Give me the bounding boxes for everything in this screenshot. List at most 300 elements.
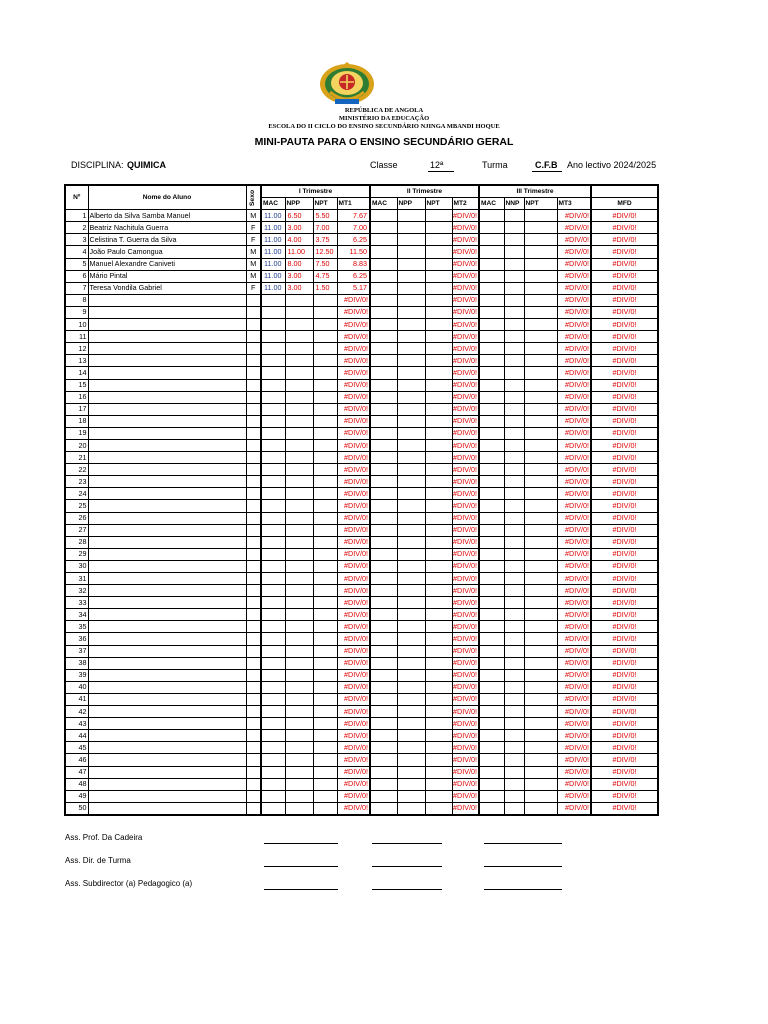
mac-1-cell (261, 343, 285, 355)
npp-2-cell (397, 306, 425, 318)
npp-1-cell (285, 355, 313, 367)
mac-2-cell (370, 464, 397, 476)
mac-1-cell: 11.00 (261, 222, 285, 234)
mac-3-cell (479, 452, 504, 464)
student-name-cell (88, 488, 246, 500)
npt-1-cell (313, 609, 337, 621)
npp-2-cell (397, 718, 425, 730)
sexo-cell (246, 403, 261, 415)
mac-1-cell (261, 778, 285, 790)
npt-1-cell (313, 597, 337, 609)
npt-3-cell (524, 730, 557, 742)
npt-3-cell (524, 585, 557, 597)
mfd-error-cell: #DIV/0! (591, 294, 658, 306)
student-name-cell (88, 693, 246, 705)
mt3-error-cell: #DIV/0! (557, 718, 591, 730)
nnp-3-cell (504, 754, 524, 766)
col-header-number: Nº (65, 185, 88, 210)
mfd-error-cell: #DIV/0! (591, 403, 658, 415)
npt-2-cell (425, 802, 452, 815)
mac-3-cell (479, 730, 504, 742)
mac-2-cell (370, 633, 397, 645)
mt2-error-cell: #DIV/0! (452, 270, 479, 282)
mfd-error-cell: #DIV/0! (591, 452, 658, 464)
row-number: 3 (65, 234, 88, 246)
npp-2-cell (397, 706, 425, 718)
ano-lectivo: Ano lectivo 2024/2025 (567, 160, 657, 170)
mt2-error-cell: #DIV/0! (452, 403, 479, 415)
mac-1-cell (261, 633, 285, 645)
table-row (65, 367, 658, 379)
nnp-3-cell (504, 669, 524, 681)
student-name-cell (88, 681, 246, 693)
npp-1-cell (285, 488, 313, 500)
row-number: 10 (65, 319, 88, 331)
npt-1-cell (313, 476, 337, 488)
mfd-error-cell: #DIV/0! (591, 790, 658, 802)
mac-2-cell (370, 319, 397, 331)
npt-3-cell (524, 766, 557, 778)
npp-1-cell (285, 343, 313, 355)
mt2-error-cell: #DIV/0! (452, 355, 479, 367)
col-header-mt1: MT1 (337, 198, 370, 210)
npt-3-cell (524, 476, 557, 488)
mfd-error-cell: #DIV/0! (591, 210, 658, 222)
student-name-cell (88, 633, 246, 645)
sexo-cell (246, 790, 261, 802)
table-row (65, 258, 658, 270)
npt-3-cell (524, 282, 557, 294)
mac-3-cell (479, 282, 504, 294)
nnp-3-cell (504, 657, 524, 669)
npt-1-cell: 3.75 (313, 234, 337, 246)
nnp-3-cell (504, 548, 524, 560)
npp-1-cell (285, 573, 313, 585)
npp-1-cell (285, 476, 313, 488)
mt1-error-cell: #DIV/0! (337, 585, 370, 597)
mt2-error-cell: #DIV/0! (452, 609, 479, 621)
mt2-error-cell: #DIV/0! (452, 621, 479, 633)
mac-1-cell (261, 790, 285, 802)
row-number: 15 (65, 379, 88, 391)
mac-1-cell (261, 367, 285, 379)
table-row (65, 560, 658, 572)
mt2-error-cell: #DIV/0! (452, 802, 479, 815)
mac-3-cell (479, 548, 504, 560)
npp-1-cell (285, 427, 313, 439)
mfd-error-cell: #DIV/0! (591, 645, 658, 657)
student-name-cell (88, 427, 246, 439)
mac-3-cell (479, 222, 504, 234)
mt2-error-cell: #DIV/0! (452, 633, 479, 645)
mac-2-cell (370, 246, 397, 258)
classe-label: Classe (370, 160, 398, 170)
mt3-error-cell: #DIV/0! (557, 512, 591, 524)
mt3-error-cell: #DIV/0! (557, 367, 591, 379)
mt1-error-cell: #DIV/0! (337, 778, 370, 790)
npt-2-cell (425, 524, 452, 536)
table-row (65, 343, 658, 355)
npp-1-cell: 3.00 (285, 270, 313, 282)
mt3-error-cell: #DIV/0! (557, 706, 591, 718)
npt-3-cell (524, 270, 557, 282)
mt2-error-cell: #DIV/0! (452, 512, 479, 524)
npp-1-cell (285, 681, 313, 693)
mfd-error-cell: #DIV/0! (591, 633, 658, 645)
student-name-cell (88, 403, 246, 415)
mac-3-cell (479, 258, 504, 270)
sexo-cell: M (246, 270, 261, 282)
mt3-error-cell: #DIV/0! (557, 657, 591, 669)
mt3-error-cell: #DIV/0! (557, 621, 591, 633)
mt1-error-cell: #DIV/0! (337, 355, 370, 367)
sexo-cell (246, 766, 261, 778)
nnp-3-cell (504, 464, 524, 476)
mt3-error-cell: #DIV/0! (557, 464, 591, 476)
npt-2-cell (425, 427, 452, 439)
mt1-error-cell: #DIV/0! (337, 415, 370, 427)
mt2-error-cell: #DIV/0! (452, 343, 479, 355)
sexo-cell (246, 452, 261, 464)
sexo-cell (246, 633, 261, 645)
npt-1-cell (313, 560, 337, 572)
mac-1-cell (261, 718, 285, 730)
mfd-error-cell: #DIV/0! (591, 367, 658, 379)
student-name-cell (88, 778, 246, 790)
npp-1-cell (285, 367, 313, 379)
mfd-error-cell: #DIV/0! (591, 415, 658, 427)
sexo-cell: F (246, 282, 261, 294)
col-header-sexo: Sexo (246, 185, 261, 210)
mt2-error-cell: #DIV/0! (452, 452, 479, 464)
mac-3-cell (479, 488, 504, 500)
sexo-cell (246, 391, 261, 403)
npt-2-cell (425, 766, 452, 778)
student-name-cell (88, 585, 246, 597)
npt-3-cell (524, 742, 557, 754)
mt1-error-cell: #DIV/0! (337, 657, 370, 669)
mt1-error-cell: #DIV/0! (337, 500, 370, 512)
mt3-error-cell: #DIV/0! (557, 754, 591, 766)
npt-3-cell (524, 548, 557, 560)
nnp-3-cell (504, 415, 524, 427)
npp-2-cell (397, 524, 425, 536)
grades-table (64, 184, 659, 816)
npp-2-cell (397, 210, 425, 222)
npt-1-cell (313, 319, 337, 331)
npp-2-cell (397, 609, 425, 621)
col-header-mfd: MFD (591, 198, 658, 210)
npp-2-cell (397, 234, 425, 246)
mfd-error-cell: #DIV/0! (591, 391, 658, 403)
mt2-error-cell: #DIV/0! (452, 500, 479, 512)
npt-2-cell (425, 621, 452, 633)
sexo-cell (246, 500, 261, 512)
mt1-error-cell: #DIV/0! (337, 802, 370, 815)
student-name-cell (88, 415, 246, 427)
npp-2-cell (397, 246, 425, 258)
npt-3-cell (524, 379, 557, 391)
student-name-cell (88, 573, 246, 585)
npt-1-cell (313, 790, 337, 802)
mt3-error-cell: #DIV/0! (557, 294, 591, 306)
student-name-cell (88, 367, 246, 379)
npp-1-cell (285, 403, 313, 415)
nnp-3-cell (504, 609, 524, 621)
student-name-cell (88, 343, 246, 355)
col-header-mac-3: MAC (479, 198, 504, 210)
npp-2-cell (397, 766, 425, 778)
student-name-cell (88, 597, 246, 609)
nnp-3-cell (504, 306, 524, 318)
mac-1-cell (261, 693, 285, 705)
sexo-cell (246, 693, 261, 705)
mt1-error-cell: #DIV/0! (337, 294, 370, 306)
mfd-error-cell: #DIV/0! (591, 270, 658, 282)
nnp-3-cell (504, 258, 524, 270)
col-header-mac-1: MAC (261, 198, 285, 210)
table-row (65, 234, 658, 246)
npp-2-cell (397, 367, 425, 379)
table-row (65, 754, 658, 766)
mt1-error-cell: #DIV/0! (337, 427, 370, 439)
npp-2-cell (397, 730, 425, 742)
nnp-3-cell (504, 319, 524, 331)
mt1-error-cell: #DIV/0! (337, 573, 370, 585)
mac-1-cell (261, 657, 285, 669)
npp-2-cell (397, 331, 425, 343)
mac-1-cell (261, 500, 285, 512)
nnp-3-cell (504, 367, 524, 379)
nnp-3-cell (504, 621, 524, 633)
mac-2-cell (370, 536, 397, 548)
mfd-error-cell: #DIV/0! (591, 693, 658, 705)
npt-2-cell (425, 681, 452, 693)
col-header-nnp-3: NNP (504, 198, 524, 210)
mt1-cell: 7.67 (337, 210, 370, 222)
mt1-error-cell: #DIV/0! (337, 742, 370, 754)
mt1-cell: 6.25 (337, 270, 370, 282)
mac-2-cell (370, 802, 397, 815)
mac-1-cell (261, 476, 285, 488)
table-row (65, 609, 658, 621)
mac-3-cell (479, 778, 504, 790)
mt1-error-cell: #DIV/0! (337, 766, 370, 778)
npp-1-cell (285, 379, 313, 391)
sexo-cell (246, 294, 261, 306)
npp-1-cell (285, 645, 313, 657)
mt1-cell: 7.00 (337, 222, 370, 234)
npt-3-cell (524, 778, 557, 790)
mac-1-cell (261, 742, 285, 754)
sexo-cell (246, 439, 261, 451)
npt-1-cell (313, 452, 337, 464)
npt-1-cell (313, 621, 337, 633)
npp-2-cell (397, 282, 425, 294)
npt-2-cell (425, 367, 452, 379)
row-number: 27 (65, 524, 88, 536)
mt2-error-cell: #DIV/0! (452, 234, 479, 246)
mt3-error-cell: #DIV/0! (557, 319, 591, 331)
student-name-cell (88, 391, 246, 403)
table-row (65, 222, 658, 234)
npp-2-cell (397, 391, 425, 403)
mac-2-cell (370, 452, 397, 464)
table-row (65, 306, 658, 318)
mac-3-cell (479, 439, 504, 451)
mac-2-cell (370, 548, 397, 560)
mt3-error-cell: #DIV/0! (557, 548, 591, 560)
npp-1-cell (285, 319, 313, 331)
npp-1-cell (285, 391, 313, 403)
row-number: 11 (65, 331, 88, 343)
mfd-error-cell: #DIV/0! (591, 802, 658, 815)
npp-2-cell (397, 355, 425, 367)
npt-1-cell (313, 778, 337, 790)
mfd-error-cell: #DIV/0! (591, 500, 658, 512)
nnp-3-cell (504, 222, 524, 234)
npt-2-cell (425, 234, 452, 246)
table-row (65, 464, 658, 476)
npt-3-cell (524, 343, 557, 355)
mt1-error-cell: #DIV/0! (337, 790, 370, 802)
npp-2-cell (397, 415, 425, 427)
mfd-error-cell: #DIV/0! (591, 512, 658, 524)
sexo-cell (246, 355, 261, 367)
mfd-error-cell: #DIV/0! (591, 476, 658, 488)
table-row (65, 319, 658, 331)
mac-2-cell (370, 718, 397, 730)
row-number: 50 (65, 802, 88, 815)
npt-3-cell (524, 573, 557, 585)
mt3-error-cell: #DIV/0! (557, 645, 591, 657)
npt-3-cell (524, 669, 557, 681)
npp-1-cell (285, 524, 313, 536)
mac-2-cell (370, 282, 397, 294)
table-row (65, 585, 658, 597)
table-row (65, 282, 658, 294)
signature-line (264, 866, 338, 867)
npt-3-cell (524, 210, 557, 222)
mfd-error-cell: #DIV/0! (591, 718, 658, 730)
mac-2-cell (370, 476, 397, 488)
mfd-error-cell: #DIV/0! (591, 488, 658, 500)
npt-2-cell (425, 754, 452, 766)
mac-2-cell (370, 524, 397, 536)
mt2-error-cell: #DIV/0! (452, 415, 479, 427)
nnp-3-cell (504, 476, 524, 488)
signature-label-professor: Ass. Prof. Da Cadeira (65, 833, 143, 842)
npp-1-cell (285, 754, 313, 766)
npt-3-cell (524, 246, 557, 258)
table-row (65, 536, 658, 548)
mac-2-cell (370, 403, 397, 415)
mt2-error-cell: #DIV/0! (452, 766, 479, 778)
mt2-error-cell: #DIV/0! (452, 379, 479, 391)
mac-3-cell (479, 427, 504, 439)
npt-3-cell (524, 536, 557, 548)
mfd-error-cell: #DIV/0! (591, 258, 658, 270)
mfd-error-cell: #DIV/0! (591, 778, 658, 790)
student-name-cell (88, 548, 246, 560)
mac-1-cell (261, 706, 285, 718)
npp-1-cell (285, 536, 313, 548)
sexo-cell (246, 657, 261, 669)
nnp-3-cell (504, 343, 524, 355)
mac-3-cell (479, 343, 504, 355)
npp-1-cell (285, 706, 313, 718)
nnp-3-cell (504, 488, 524, 500)
mac-1-cell: 11.00 (261, 210, 285, 222)
npt-1-cell (313, 754, 337, 766)
student-name-cell (88, 331, 246, 343)
row-number: 39 (65, 669, 88, 681)
mt2-error-cell: #DIV/0! (452, 210, 479, 222)
mt2-error-cell: #DIV/0! (452, 754, 479, 766)
table-row (65, 597, 658, 609)
mac-3-cell (479, 681, 504, 693)
nnp-3-cell (504, 282, 524, 294)
mt1-error-cell: #DIV/0! (337, 754, 370, 766)
npt-3-cell (524, 802, 557, 815)
mfd-header-top (591, 185, 658, 198)
npt-2-cell (425, 585, 452, 597)
mfd-error-cell: #DIV/0! (591, 766, 658, 778)
table-row (65, 645, 658, 657)
row-number: 13 (65, 355, 88, 367)
npt-1-cell (313, 343, 337, 355)
npt-1-cell (313, 536, 337, 548)
table-row (65, 633, 658, 645)
npt-2-cell (425, 778, 452, 790)
table-row (65, 403, 658, 415)
npt-1-cell (313, 355, 337, 367)
npt-3-cell (524, 560, 557, 572)
mt3-error-cell: #DIV/0! (557, 415, 591, 427)
mac-3-cell (479, 234, 504, 246)
nnp-3-cell (504, 790, 524, 802)
mt3-error-cell: #DIV/0! (557, 258, 591, 270)
mfd-error-cell: #DIV/0! (591, 234, 658, 246)
student-name-cell (88, 294, 246, 306)
student-name-cell: Teresa Vondila Gabriel (88, 282, 246, 294)
mac-1-cell (261, 306, 285, 318)
mt1-error-cell: #DIV/0! (337, 452, 370, 464)
row-number: 35 (65, 621, 88, 633)
npp-2-cell (397, 597, 425, 609)
npp-2-cell (397, 379, 425, 391)
npp-1-cell: 4.00 (285, 234, 313, 246)
npt-2-cell (425, 464, 452, 476)
npt-2-cell (425, 282, 452, 294)
mt2-error-cell: #DIV/0! (452, 681, 479, 693)
npt-2-cell (425, 306, 452, 318)
npp-1-cell (285, 464, 313, 476)
table-row (65, 270, 658, 282)
trimestre-2-header: II Trimestre (370, 185, 479, 198)
npt-3-cell (524, 355, 557, 367)
table-row (65, 790, 658, 802)
row-number: 5 (65, 258, 88, 270)
mac-2-cell (370, 766, 397, 778)
npt-3-cell (524, 439, 557, 451)
mt2-error-cell: #DIV/0! (452, 730, 479, 742)
npp-2-cell (397, 343, 425, 355)
sexo-cell (246, 560, 261, 572)
mt1-error-cell: #DIV/0! (337, 403, 370, 415)
mac-2-cell (370, 645, 397, 657)
mac-1-cell (261, 294, 285, 306)
